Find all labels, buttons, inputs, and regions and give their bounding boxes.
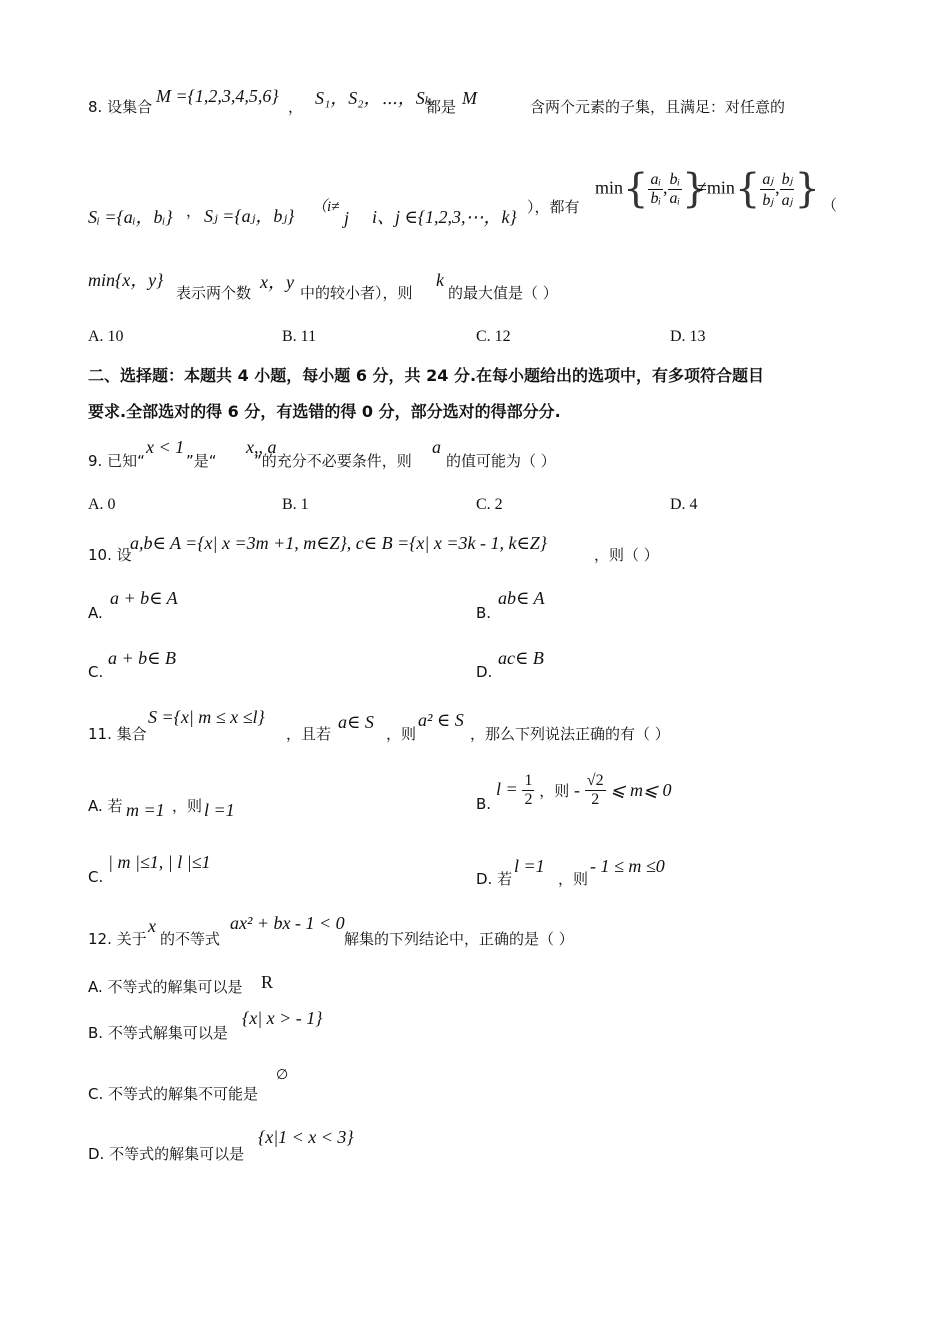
q8-si: Sᵢ ={aᵢ，bᵢ} — [88, 207, 173, 227]
q8-text4: 的最大值是（ ） — [448, 284, 558, 302]
q10-option-d: ac∈ B — [498, 648, 544, 668]
q8-min-word: min — [595, 177, 624, 198]
q11-option-c: | m |≤1, | l |≤1 — [108, 852, 211, 872]
q8-sep: ， — [186, 202, 202, 220]
q10-number: 10. 设 — [88, 546, 132, 564]
q10-option-d-label: D. — [476, 663, 493, 681]
q11-option-b-half: $\frac{1}{2}$ — [524, 772, 533, 808]
q12-option-b-set: {x| x > - 1} — [242, 1008, 323, 1028]
q8-frac-bi-ai: $\frac{\text{bᵢ}}{\text{aᵢ}}$ — [669, 170, 681, 207]
q11-option-a-m: m =1 — [126, 800, 165, 820]
q9-text: ”的充分不必要条件，则 — [254, 452, 412, 470]
q9-cond2: x,, a — [246, 437, 277, 457]
q12-option-a-set: R — [261, 972, 274, 992]
q8-j: j — [344, 208, 350, 228]
q10-option-c: a + b∈ B — [108, 648, 176, 668]
q8-range: i、j ∈{1,2,3,⋯，k} — [372, 207, 517, 227]
q11-option-b — [496, 772, 672, 809]
q9-end: 的值可能为（ ） — [446, 452, 556, 470]
q10-option-b-label: B. — [476, 604, 492, 622]
q11-option-d-then: ，则 — [558, 870, 589, 888]
q8-are-subsets: 都是 — [426, 98, 457, 116]
q9-cond1: x < 1 — [146, 437, 185, 457]
q12-option-b: B. 不等式解集可以是 — [88, 1024, 228, 1042]
q12-number: 12. 关于 — [88, 930, 147, 948]
q12-inequality: ax² + bx - 1 < 0 — [230, 913, 345, 933]
q8-paren-open: （ — [822, 196, 838, 214]
q8-minxy: min{x，y} — [88, 270, 164, 290]
q9-number: 9. 已知“ — [88, 452, 145, 470]
q8-k: k — [436, 270, 444, 290]
q12-x: x — [148, 916, 156, 936]
q11-cond2: a² ∈ S — [418, 710, 464, 730]
q11-end: ，那么下列说法正确的有（ ） — [470, 725, 670, 743]
q11-cond1: a∈ S — [338, 712, 374, 732]
q8-subsets: S₁，S₂，⋯，Sₖ — [315, 88, 432, 108]
q8-comma: ， — [288, 98, 304, 116]
q9-a: a — [432, 437, 441, 457]
q8-frac-aj-bj: $\frac{\text{aⱼ}}{\text{bⱼ}}$ — [762, 170, 774, 209]
q11-option-a-label: A. 若 — [88, 797, 123, 815]
q8-text1: 含两个元素的子集，且满足：对任意的 — [530, 98, 786, 116]
q11-option-b-tail: ⩽ m⩽ 0 — [610, 780, 672, 800]
q8-text3: 中的较小者），则 — [300, 284, 413, 302]
q9-mid: ”是“ — [186, 452, 217, 470]
q11-and: ，且若 — [286, 725, 332, 743]
q10-option-a-label: A. — [88, 604, 103, 622]
q8-option-d: D. 13 — [670, 328, 706, 345]
q10-expr: a,b∈ A ={x| x =3m +1, m∈Z}, c∈ B ={x| x =3k - 1, k∈Z} — [130, 533, 547, 553]
q11-option-d-l: l =1 — [514, 856, 545, 876]
q11-then: ，则 — [386, 725, 417, 743]
q8-sj: Sⱼ ={aⱼ，bⱼ} — [204, 206, 295, 226]
q8-m: M — [462, 88, 477, 108]
q8-set-m: M ={1,2,3,4,5,6} — [156, 86, 279, 106]
q12-option-c-set: ∅ — [276, 1068, 289, 1083]
q8-number: 8. 设集合 — [88, 98, 153, 116]
q11-option-b-sqrt-frac: $\frac{√2}{2}$ — [586, 772, 604, 808]
q9-option-b: B. 1 — [282, 496, 309, 513]
q8-close: ），都有 — [527, 198, 580, 216]
q12-option-a: A. 不等式的解集可以是 — [88, 978, 243, 996]
q11-option-b-label: B. — [476, 795, 492, 813]
q11-option-a-l: l =1 — [204, 800, 235, 820]
q12-option-d-set: {x|1 < x < 3} — [258, 1127, 354, 1147]
q8-min-right: ≠min{ $\frac{\text{aⱼ}}{\text{bⱼ}}$ , $\frac{\text{bⱼ}}{\text{aⱼ}}$ } — [697, 166, 820, 212]
q10-end: ，则（ ） — [594, 546, 659, 564]
q12-option-c: C. 不等式的解集不可能是 — [88, 1085, 259, 1103]
q11-option-d-label: D. 若 — [476, 870, 513, 888]
q8-option-a: A. 10 — [88, 328, 124, 345]
q11-option-a-then: ，则 — [172, 797, 203, 815]
q11-number: 11. 集合 — [88, 725, 147, 743]
section-2-line1: 二、选择题：本题共 4 小题，每小题 6 分，共 24 分.在每小题给出的选项中，有多项符合题目 — [88, 366, 765, 385]
q9-option-c: C. 2 — [476, 496, 503, 513]
q10-option-b: ab∈ A — [498, 588, 545, 608]
q12-text2: 解集的下列结论中，正确的是（ ） — [344, 930, 574, 948]
q8-option-c: C. 12 — [476, 328, 511, 345]
q8-cond-open: （i≠ — [312, 199, 340, 215]
q8-xy: x，y — [260, 272, 294, 292]
section-2-line2: 要求.全部选对的得 6 分，有选错的得 0 分，部分选对的得部分分. — [88, 402, 561, 421]
q11-option-d-range: - 1 ≤ m ≤0 — [590, 856, 665, 876]
q11-option-b-minus: - — [574, 780, 581, 800]
q8-neq: ≠min — [697, 177, 735, 198]
q11-option-c-label: C. — [88, 868, 104, 886]
q9-option-d: D. 4 — [670, 496, 698, 513]
q11-option-b-then: ，则 — [539, 782, 570, 800]
q11-set-s: S ={x| m ≤ x ≤l} — [148, 707, 265, 727]
q10-option-c-label: C. — [88, 663, 104, 681]
q12-text1: 的不等式 — [160, 930, 221, 948]
q8-min-left: min{ $\frac{\text{aᵢ}}{\text{bᵢ}}$ , $\frac{\text{bᵢ}}{\text{aᵢ}}$ } — [595, 166, 708, 212]
q8-text2: 表示两个数 — [176, 284, 252, 302]
q12-option-d: D. 不等式的解集可以是 — [88, 1145, 245, 1163]
q9-option-a: A. 0 — [88, 496, 116, 513]
q10-option-a: a + b∈ A — [110, 588, 178, 608]
q8-option-b: B. 11 — [282, 328, 317, 345]
q11-option-b-l: l = — [496, 779, 518, 799]
q8-frac-bj-aj: $\frac{\text{bⱼ}}{\text{aⱼ}}$ — [781, 170, 793, 209]
q8-frac-ai-bi: $\frac{\text{aᵢ}}{\text{bᵢ}}$ — [650, 170, 661, 207]
